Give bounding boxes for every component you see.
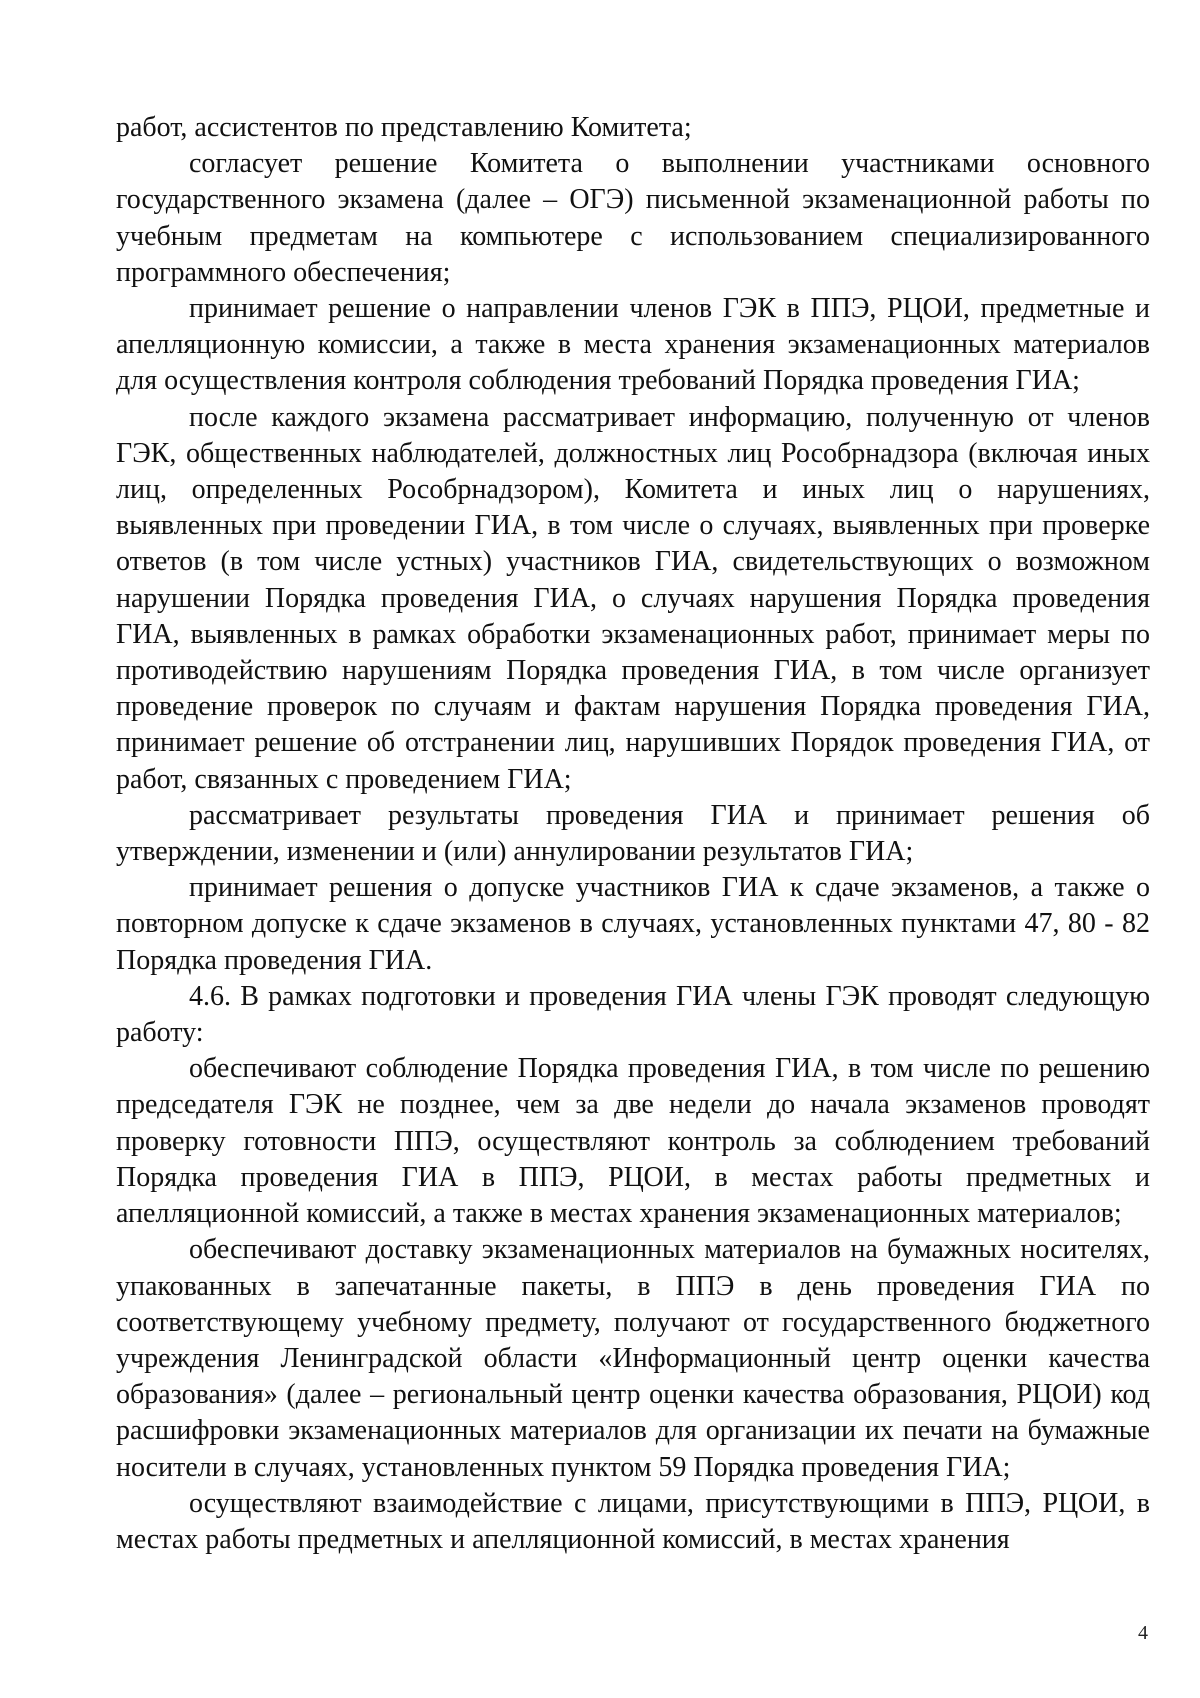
paragraph: обеспечивают соблюдение Порядка проведения ГИА, в том числе по решению председателя ГЭК не позднее, чем за две недели до начала экзаменов проводят проверку готовности ППЭ, осуществляют контроль за соблюдением требований Порядка проведения ГИА в ППЭ, РЦОИ, в местах работы предметных и апелляционной комиссий, а также в местах хранения экзаменационных материалов; xyxy=(116,1053,1150,1230)
paragraph: работ, ассистентов по представлению Комитета; xyxy=(116,112,692,143)
paragraph: принимает решение о направлении членов ГЭК в ППЭ, РЦОИ, предметные и апелляционную комиссии, а также в места хранения экзаменационных материалов для осуществления контроля соблюдения требований Порядка проведения ГИА; xyxy=(116,293,1150,397)
section-heading-paragraph: 4.6. В рамках подготовки и проведения ГИА члены ГЭК проводят следующую работу: xyxy=(116,980,1150,1049)
document-body xyxy=(116,110,1150,1558)
paragraph: осуществляют взаимодействие с лицами, присутствующими в ППЭ, РЦОИ, в местах работы предметных и апелляционной комиссий, в местах хранения xyxy=(116,1487,1150,1555)
paragraph: согласует решение Комитета о выполнении участниками основного государственного экзамена (далее – ОГЭ) письменной экзаменационной работы по учебным предметам на компьютере с использованием специализированного программного обеспечения; xyxy=(116,148,1150,288)
page-number: 4 xyxy=(1138,1622,1148,1644)
paragraph: рассматривает результаты проведения ГИА и принимает решения об утверждении, изменении и (или) аннулировании результатов ГИА; xyxy=(116,799,1150,868)
paragraph: принимает решения о допуске участников ГИА к сдаче экзаменов, а также о повторном допуске к сдаче экзаменов в случаях, установленных пунктами 47, 80 - 82 Порядка проведения ГИА. xyxy=(116,872,1150,976)
paragraph: обеспечивают доставку экзаменационных материалов на бумажных носителях, упакованных в запечатанные пакеты, в ППЭ в день проведения ГИА по соответствующему учебному предмету, получают от государственного бюджетного учреждения Ленинградской области «Информационный центр оценки качества образования» (далее – региональный центр оценки качества образования, РЦОИ) код расшифровки экзаменационных материалов для организации их печати на бумажные носители в случаях, установленных пунктом 59 Порядка проведения ГИА; xyxy=(116,1234,1150,1483)
paragraph: после каждого экзамена рассматривает информацию, полученную от членов ГЭК, общественных наблюдателей, должностных лиц Рособрнадзора (включая иных лиц, определенных Рособрнадзором), Комитета и иных лиц о нарушениях, выявленных при проведении ГИА, в том числе о случаях, выявленных при проверке ответов (в том числе устных) участников ГИА, свидетельствующих о возможном нарушении Порядка проведения ГИА, о случаях нарушения Порядка проведения ГИА, выявленных в рамках обработки экзаменационных работ, принимает меры по противодействию нарушениям Порядка проведения ГИА, в том числе организует проведение проверок по случаям и фактам нарушения Порядка проведения ГИА, принимает решение об отстранении лиц, нарушивших Порядок проведения ГИА, от работ, связанных с проведением ГИА; xyxy=(116,401,1150,795)
